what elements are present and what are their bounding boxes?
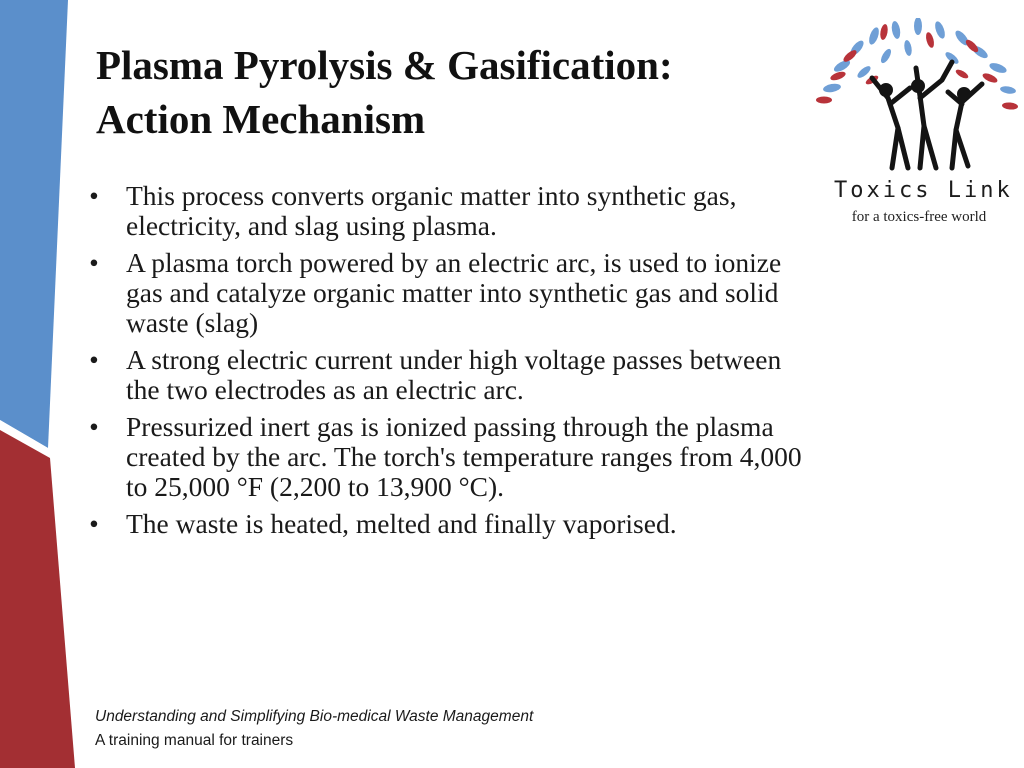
bullet-text: A strong electric current under high voltage passes between the two electrodes as an electric arc.: [126, 344, 782, 405]
blue-band: [0, 0, 68, 448]
red-band: [0, 430, 75, 768]
bullet-item: [84, 509, 804, 539]
title-line-1: Plasma Pyrolysis & Gasification:: [96, 42, 673, 88]
bullet-item: [84, 345, 804, 405]
bullet-list: [84, 181, 804, 546]
bullet-item: [84, 412, 804, 502]
bullet-marker: •: [89, 508, 99, 539]
bullet-marker: •: [89, 344, 99, 375]
toxics-link-logo: [812, 18, 1022, 238]
bullet-text: Pressurized inert gas is ionized passing through the plasma created by the arc. The torch's temperature ranges from 4,000 to 25,000 °F (2,200 to 13,900 °C).: [126, 411, 802, 502]
logo-tagline: for a toxics-free world: [851, 209, 987, 225]
footer: [95, 705, 695, 753]
footer-manual-title: Understanding and Simplifying Bio-medical Waste Management: [95, 708, 534, 725]
tree-people-icon: [812, 18, 1022, 178]
bullet-item: [84, 181, 804, 241]
footer-manual-subtitle: A training manual for trainers: [95, 732, 294, 749]
slide-title: [96, 38, 796, 146]
bullet-text: The waste is heated, melted and finally vaporised.: [126, 508, 677, 539]
bullet-marker: •: [89, 411, 99, 442]
side-color-band: [0, 0, 80, 768]
bullet-marker: •: [89, 247, 99, 278]
logo-wordmark: Toxics Link: [834, 178, 1013, 203]
title-line-2: Action Mechanism: [96, 96, 426, 142]
bullet-item: [84, 248, 804, 338]
bullet-text: This process converts organic matter into synthetic gas, electricity, and slag using plasma.: [126, 180, 737, 241]
bullet-marker: •: [89, 180, 99, 211]
bullet-text: A plasma torch powered by an electric arc, is used to ionize gas and catalyze organic matter into synthetic gas and solid waste (slag): [126, 247, 782, 338]
